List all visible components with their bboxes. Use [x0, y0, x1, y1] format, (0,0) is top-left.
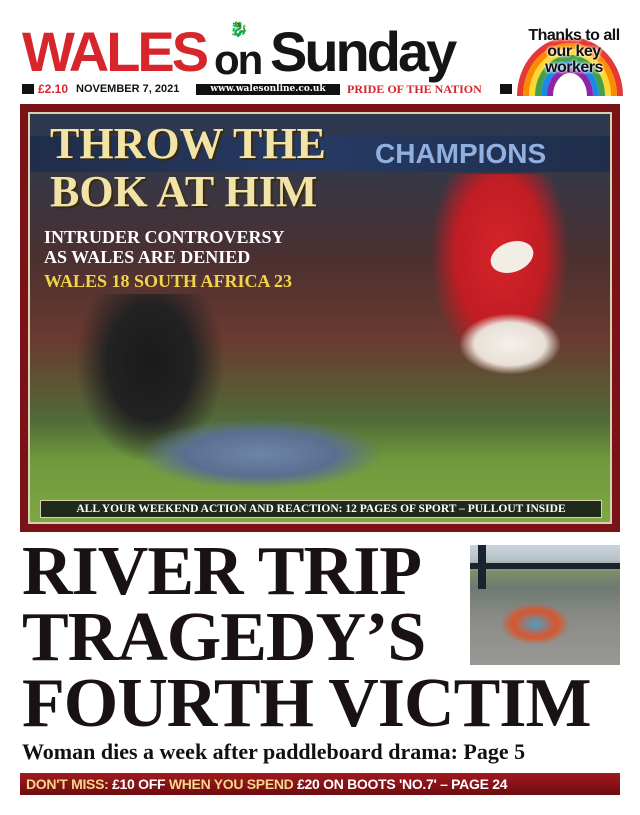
lead-headline-line1: RIVER TRIP	[22, 533, 422, 610]
promo-discount: £10 OFF	[108, 776, 169, 792]
masthead-on: on	[214, 36, 262, 83]
player-shorts	[460, 314, 560, 374]
square-bullet	[22, 84, 34, 94]
square-bullet	[500, 84, 512, 94]
stadium-banner-text: CHAMPIONS	[375, 138, 547, 169]
lead-headline-line2: TRAGEDY’S	[22, 599, 426, 676]
promo-condition: WHEN YOU SPEND	[168, 776, 294, 792]
flower-bouquet	[500, 603, 570, 645]
intruder-figure	[140, 419, 380, 489]
masthead-sunday: Sunday	[270, 20, 455, 83]
railing-post	[478, 545, 486, 589]
welsh-dragon-icon: 🐉	[229, 20, 249, 38]
issue-date: NOVEMBER 7, 2021	[76, 83, 180, 95]
river-flowers-photo	[470, 545, 620, 665]
sport-headline-line2: BOK AT HIM	[50, 167, 318, 216]
lead-headline-line3: FOURTH VICTIM	[22, 665, 591, 742]
promo-dont-miss: DON'T MISS:	[26, 776, 109, 792]
rugby-photo	[28, 112, 612, 524]
match-score: WALES 18 SOUTH AFRICA 23	[44, 271, 293, 291]
railing	[470, 563, 620, 569]
sport-pullout-caption: ALL YOUR WEEKEND ACTION AND REACTION: 12 PAGES OF SPORT – PULLOUT INSIDE	[40, 500, 602, 518]
sport-subhead-line2: AS WALES ARE DENIED	[44, 247, 251, 267]
masthead-wales: WALES	[22, 20, 207, 83]
promo-detail: £20 ON BOOTS 'NO.7' – PAGE 24	[293, 776, 508, 792]
key-workers-badge: Thanks to all our key workers	[528, 27, 620, 76]
website-link[interactable]: www.walesonline.co.uk	[196, 84, 340, 95]
sport-headline-line1: THROW THE	[50, 119, 326, 168]
tagline: PRIDE OF THE NATION	[347, 82, 482, 96]
price: £2.10	[38, 82, 69, 96]
sport-subhead-line1: INTRUDER CONTROVERSY	[44, 227, 285, 247]
sport-photo-panel	[20, 104, 620, 532]
lead-standfirst: Woman dies a week after paddleboard drama: Page 5	[22, 739, 526, 764]
promo-strip[interactable]	[20, 773, 620, 795]
